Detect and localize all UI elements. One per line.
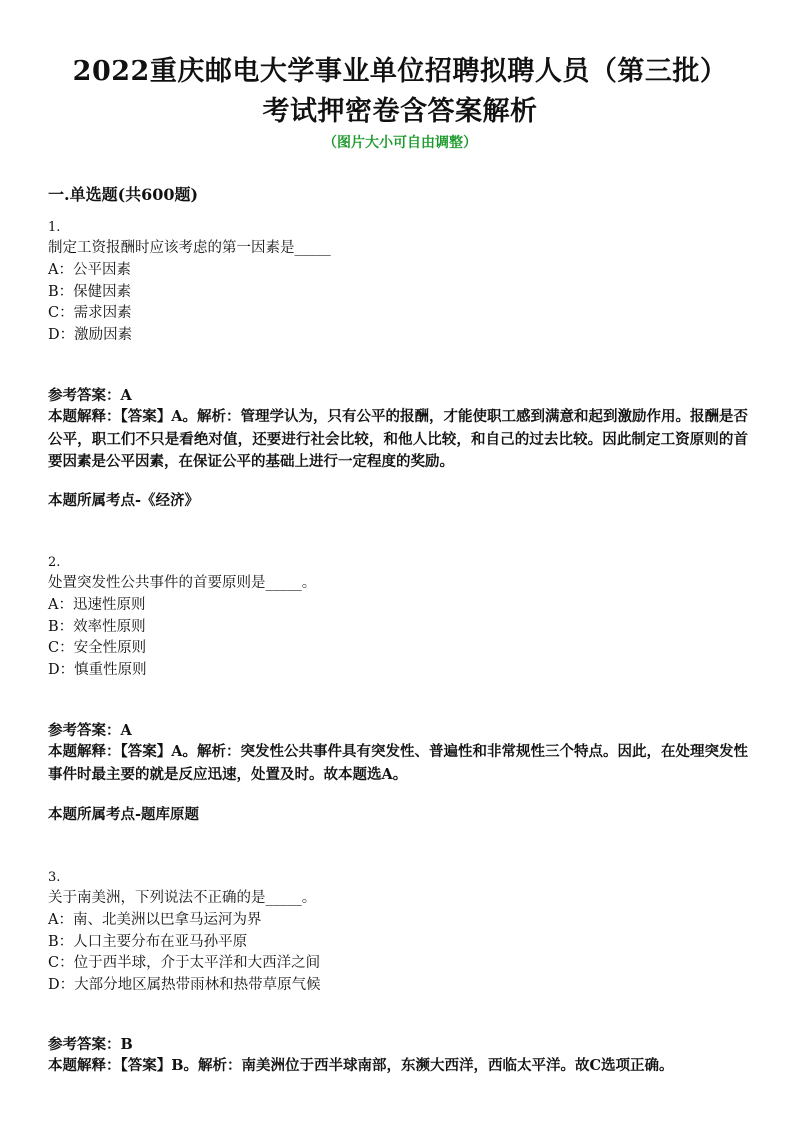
- question-stem: 制定工资报酬时应该考虑的第一因素是_____: [48, 240, 331, 256]
- option-c: C：安全性原则: [48, 640, 147, 657]
- option-d: D：慎重性原则: [48, 662, 147, 679]
- question-stem: 处置突发性公共事件的首要原则是_____。: [48, 575, 317, 591]
- option-a: A：南、北美洲以巴拿马运河为界: [48, 911, 262, 928]
- knowledge-point: 本题所属考点-《经济》: [48, 492, 200, 509]
- option-d: D：大部分地区属热带雨林和热带草原气候: [48, 977, 321, 994]
- section-heading: 一.单选题(共600题): [48, 185, 199, 204]
- answer-1: [48, 385, 760, 474]
- question-2: [48, 553, 760, 682]
- document-subtitle: （图片大小可自由调整）: [323, 135, 477, 151]
- knowledge-point-2: [48, 804, 760, 825]
- reference-answer: 参考答案：B: [48, 1036, 133, 1053]
- reference-answer: 参考答案：A: [48, 387, 132, 404]
- document-title-line-2: 考试押密卷含答案解析: [262, 96, 538, 127]
- knowledge-point-1: [48, 490, 760, 511]
- answer-explanation: 本题解释：【答案】B。解析：南美洲位于西半球南部，东濒大西洋，西临太平洋。故C选项正确。: [48, 1057, 674, 1074]
- option-c: C：需求因素: [48, 305, 132, 322]
- answer-2: [48, 720, 760, 786]
- answer-explanation: 本题解释：【答案】A。解析：突发性公共事件具有突发性、普遍性和非常规性三个特点。因此，在处理突发性事件时最主要的就是反应迅速，处置及时。故本题选A。: [48, 743, 748, 783]
- question-3: [48, 868, 760, 997]
- option-b: B：效率性原则: [48, 618, 146, 635]
- reference-answer: 参考答案：A: [48, 722, 132, 739]
- answer-explanation: 本题解释：【答案】A。解析：管理学认为，只有公平的报酬，才能使职工感到满意和起到激励作用。报酬是否公平，职工们不只是看绝对值，还要进行社会比较，和他人比较，和自己的过去比较。因此制定工资原则的首要因素是公平因素，在保证公平的基础上进行一定程度的奖励。: [48, 408, 748, 470]
- document-title-line-1: 2022重庆邮电大学事业单位招聘拟聘人员（第三批）: [72, 56, 728, 87]
- option-d: D：激励因素: [48, 327, 133, 344]
- question-1: [48, 218, 760, 347]
- option-b: B：人口主要分布在亚马孙平原: [48, 933, 248, 950]
- answer-3: [48, 1034, 760, 1078]
- question-stem: 关于南美洲，下列说法不正确的是_____。: [48, 890, 317, 906]
- question-number: 3.: [48, 870, 61, 885]
- option-a: A：迅速性原则: [48, 596, 146, 613]
- question-number: 2.: [48, 555, 61, 570]
- question-number: 1.: [48, 220, 61, 235]
- option-c: C：位于西半球，介于太平洋和大西洋之间: [48, 955, 321, 972]
- knowledge-point: 本题所属考点-题库原题: [48, 806, 200, 823]
- option-a: A：公平因素: [48, 261, 131, 278]
- option-b: B：保健因素: [48, 283, 132, 300]
